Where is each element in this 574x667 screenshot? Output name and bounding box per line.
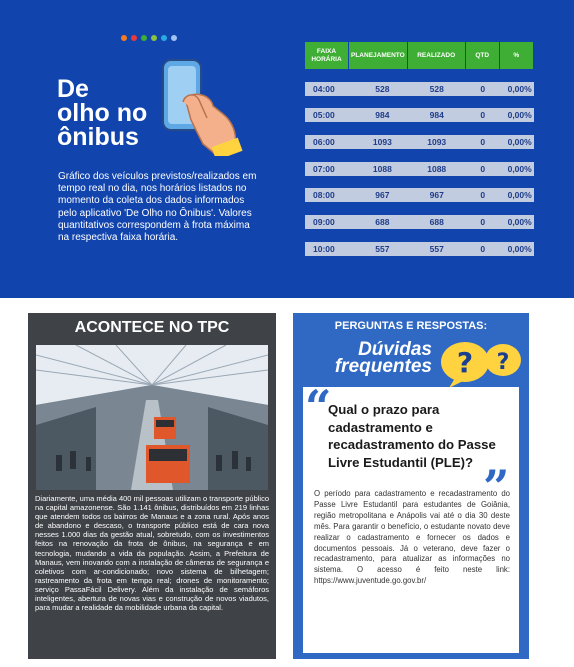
color-dot xyxy=(121,35,127,41)
acontece-card xyxy=(28,313,276,659)
spacer-cell xyxy=(305,96,534,109)
table-row xyxy=(305,242,534,256)
cell-percent: 0,00% xyxy=(500,135,534,149)
cell-planejamento: 528 xyxy=(349,82,408,96)
color-dot xyxy=(151,35,157,41)
cell-faixa: 04:00 xyxy=(305,82,349,96)
row-spacer xyxy=(305,176,534,189)
col-header-faixa xyxy=(305,42,349,69)
col-header-planejamento xyxy=(349,42,408,69)
col-header-percent xyxy=(500,42,534,69)
cell-faixa: 08:00 xyxy=(305,188,349,202)
col-header-label: % xyxy=(513,51,520,59)
col-header-label: PLANEJAMENTO xyxy=(351,51,405,59)
bus-terminal-photo xyxy=(36,345,268,490)
faq-header: PERGUNTAS E RESPOSTAS: xyxy=(334,320,488,332)
table-row xyxy=(305,215,534,229)
table-body xyxy=(305,69,534,256)
faq-answer: O período para cadastramento e recadastramento do Passe Livre Estudantil para estudantes de Goiânia, região metropolitana e Anápolis vai até o dia 30 deste mês. Para garantir o benefício, o estudante novato deve realizar o cadastramento e fornecer os dados e documentos pessoais. Já o veterano, deve fazer o recadastramento, para atualizar as informações no sistema. O acesso é feito neste link: https://www.juventude.go.gov.br/ xyxy=(314,489,510,586)
table-row xyxy=(305,82,534,96)
cell-qtd: 0 xyxy=(466,162,500,176)
faq-title xyxy=(318,341,432,375)
table-row xyxy=(305,108,534,122)
col-header-label: REALIZADO xyxy=(417,51,456,59)
cell-realizado: 528 xyxy=(408,82,466,96)
cell-faixa: 07:00 xyxy=(305,162,349,176)
cell-qtd: 0 xyxy=(466,242,500,256)
table-header-row xyxy=(305,42,534,69)
cell-planejamento: 1093 xyxy=(349,135,408,149)
spacer-cell xyxy=(305,176,534,189)
cell-realizado: 984 xyxy=(408,108,466,122)
quote-open-icon: “ xyxy=(305,380,332,434)
title-line: De xyxy=(57,75,89,103)
cell-percent: 0,00% xyxy=(500,242,534,256)
faq-question: Qual o prazo para cadastramento e recadastramento do Passe Livre Estudantil (PLE)? xyxy=(328,402,496,470)
cell-qtd: 0 xyxy=(466,188,500,202)
question-marks-icon xyxy=(433,340,525,388)
acontece-text: Diariamente, uma média 400 mil pessoas utilizam o transporte público na capital amazonense. São 1.141 ônibus, distribuídos em 219 linhas que atendem todos os bairros de Manaus e a zona rural. Após anos de abandono e descaso, o transporte público está de cara nova nesses 1.000 dias da gestão atual, sobretudo, com os investimentos feitos na renovação da frota de ônibus, na segurança e em tecnologia, mudando a vida da população. Assim, a Prefeitura de Manaus, vem inovando com a instalação de câmeras de segurança e coletivos com ar-condicionado; novo sistema de bilhetagem; rastreamento da frota em tempo real; drones de monitoramento; serviço PassaFácil Delivery. Além da instalação de semáforos inteligentes, abertura de novas vias e construção de novos viadutos, para mudar a realidade da mobilidade urbana da capital. xyxy=(35,494,269,613)
acontece-title: ACONTECE NO TPC xyxy=(74,319,230,336)
spacer-cell xyxy=(305,202,534,215)
table-row xyxy=(305,188,534,202)
cell-faixa: 05:00 xyxy=(305,108,349,122)
hand-phone-icon xyxy=(155,58,245,156)
schedule-table xyxy=(305,42,534,256)
cell-percent: 0,00% xyxy=(500,215,534,229)
row-spacer xyxy=(305,96,534,109)
cell-qtd: 0 xyxy=(466,215,500,229)
cell-planejamento: 557 xyxy=(349,242,408,256)
cell-realizado: 557 xyxy=(408,242,466,256)
cell-realizado: 1093 xyxy=(408,135,466,149)
row-spacer xyxy=(305,202,534,215)
title-line: olho no xyxy=(57,99,148,127)
spacer-cell xyxy=(305,149,534,162)
row-spacer xyxy=(305,69,534,82)
svg-text:?: ? xyxy=(496,350,510,375)
cell-planejamento: 967 xyxy=(349,188,408,202)
cell-realizado: 967 xyxy=(408,188,466,202)
title-line: ônibus xyxy=(57,123,139,151)
faq-card xyxy=(293,313,529,659)
cell-planejamento: 688 xyxy=(349,215,408,229)
cell-planejamento: 984 xyxy=(349,108,408,122)
cell-percent: 0,00% xyxy=(500,82,534,96)
col-header-qtd xyxy=(466,42,500,69)
faq-title-line: Dúvidas xyxy=(358,339,432,360)
faq-title-line: frequentes xyxy=(334,356,432,377)
cell-percent: 0,00% xyxy=(500,162,534,176)
cell-percent: 0,00% xyxy=(500,108,534,122)
col-header-realizado xyxy=(408,42,466,69)
spacer-cell xyxy=(305,229,534,242)
cell-percent: 0,00% xyxy=(500,188,534,202)
faq-content xyxy=(303,380,519,653)
svg-text:?: ? xyxy=(456,346,474,379)
col-header-label: FAIXA HORÁRIA xyxy=(311,47,342,63)
table-row xyxy=(305,162,534,176)
table-row xyxy=(305,135,534,149)
col-header-label: QTD xyxy=(475,51,490,59)
cell-faixa: 06:00 xyxy=(305,135,349,149)
cell-qtd: 0 xyxy=(466,135,500,149)
cell-realizado: 1088 xyxy=(408,162,466,176)
cell-faixa: 09:00 xyxy=(305,215,349,229)
row-spacer xyxy=(305,149,534,162)
color-dot xyxy=(171,35,177,41)
cell-faixa: 10:00 xyxy=(305,242,349,256)
cell-qtd: 0 xyxy=(466,108,500,122)
row-spacer xyxy=(305,122,534,135)
page-title xyxy=(57,77,147,149)
spacer-cell xyxy=(305,69,534,82)
cell-planejamento: 1088 xyxy=(349,162,408,176)
description-text: Gráfico dos veículos previstos/realizados em tempo real no dia, nos horários listados no momento da coleta dos dados informados pelo aplicativo 'De Olho no Ônibus'. Valores quantitativos correspondem à frota máxima na respectiva faixa horária. xyxy=(58,171,257,244)
color-dot xyxy=(141,35,147,41)
color-dots xyxy=(121,35,177,41)
de-olho-panel xyxy=(0,0,574,298)
color-dot xyxy=(131,35,137,41)
cell-qtd: 0 xyxy=(466,82,500,96)
spacer-cell xyxy=(305,122,534,135)
cell-realizado: 688 xyxy=(408,215,466,229)
color-dot xyxy=(161,35,167,41)
row-spacer xyxy=(305,229,534,242)
quote-close-icon: ” xyxy=(483,460,510,514)
